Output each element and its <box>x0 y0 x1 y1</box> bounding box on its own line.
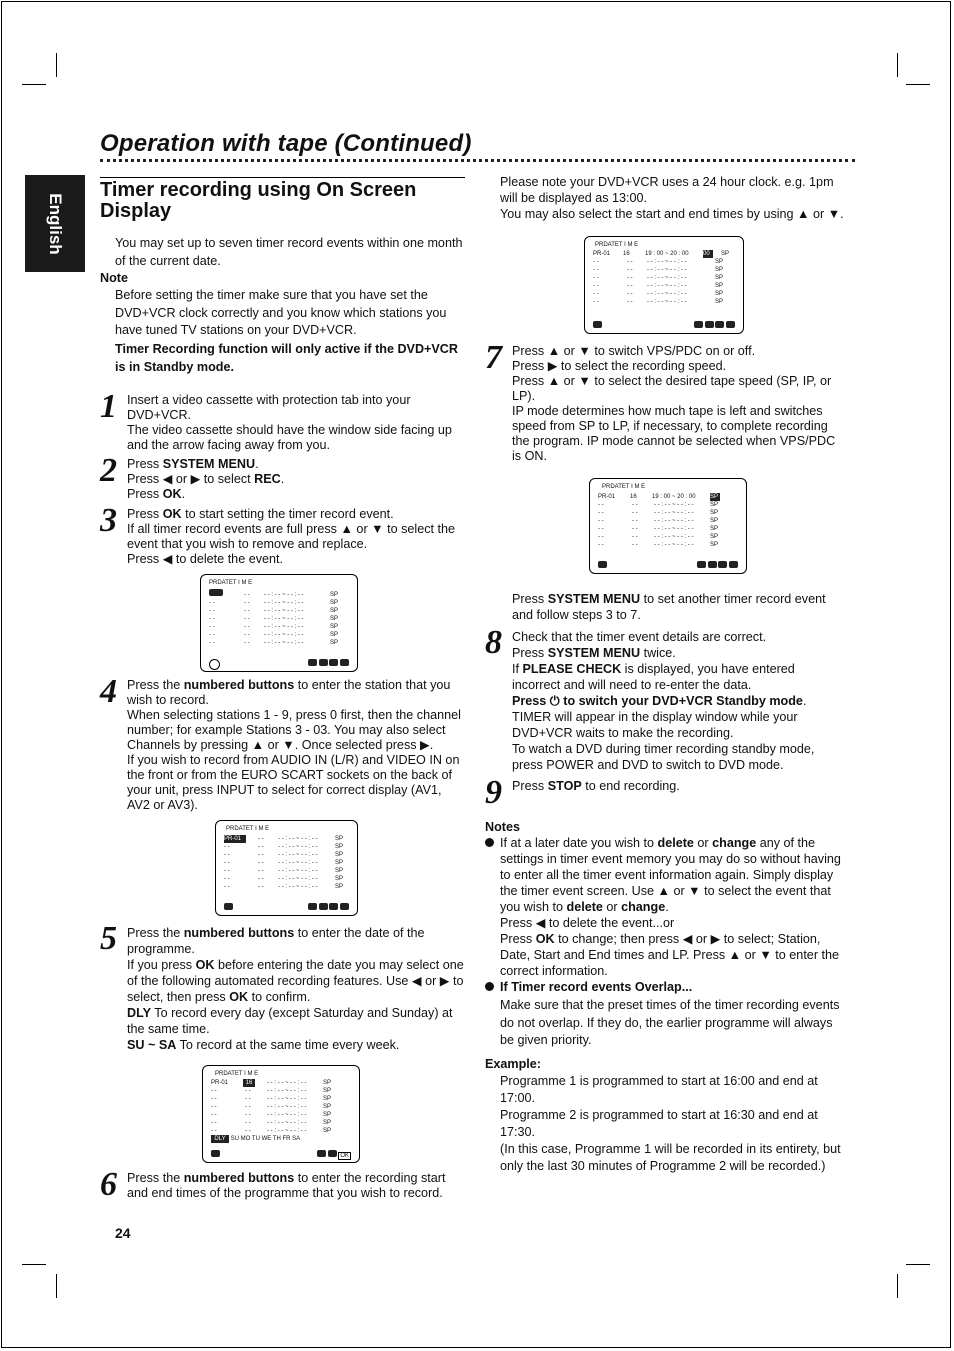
note-bold: Timer Recording function will only active if the DVD+VCR is in Standby mode. <box>115 341 459 374</box>
help-icon <box>593 321 602 328</box>
crop-mark <box>56 1274 57 1298</box>
example-p1: Programme 1 is programmed to start at 16:00 and end at 17:00. <box>500 1073 818 1105</box>
crop-mark <box>906 1264 930 1265</box>
step-2: 2 Press SYSTEM MENU. Press ◀ or ▶ to select REC. Press OK. <box>100 451 285 501</box>
language-tab: English <box>25 175 85 272</box>
clock-note: Please note your DVD+VCR uses a 24 hour clock. e.g. 1pm will be displayed as 13:00. <box>500 175 834 205</box>
note-label: Note <box>100 271 128 285</box>
step-7: 7 Press ▲ or ▼ to switch VPS/PDC on or off. Press ▶ to select the recording speed. Press ▲ or ▼ to select the desired tape speed (SP, IP, or LP). IP mode determines how much tape is left and switches speed from SP to LP, if necessary, to complete recording the program. IP mode cannot be selected when VPS/PDC is ON. <box>485 339 836 463</box>
help-icon <box>224 903 233 910</box>
left-column <box>100 177 465 1201</box>
step-6: 6 Press the numbered buttons to enter the recording start and end times of the programme that you wish to record. <box>100 1165 446 1203</box>
step-1: 1 Insert a video cassette with protection tab into your DVD+VCR. The video cassette should have the window side facing up and the arrow facing away from you. <box>100 387 452 452</box>
crop-mark <box>22 1264 46 1265</box>
note-bullet-1: If at a later date you wish to delete or change any of the settings in timer event memory you may do so without having to enter all the timer event information again. Simply display the timer event screen. Use ▲ or ▼ to select the event that you wish to delete or change. Press ◀ to delete the event...or Press OK to change; then press ◀ or ▶ to select; Station, Date, Start and End times and LP. Press ▲ or ▼ to enter the correct information. <box>485 835 845 979</box>
section-title: Timer recording using On Screen Display <box>100 177 465 222</box>
time-select-note: You may also select the start and end times by using ▲ or ▼. <box>500 207 844 221</box>
notes-label: Notes <box>485 820 520 834</box>
osd-screen-time: PRDATET I M E PR-01 16 19 : 00 ~ 20 : 00 00 SP - - - - - - : - - ~ - - : - - SP - - - - - - : - - ~ - - : - - SP - - - - - - : - - ~ - - : - - SP - - - - - - : - - ~ - - : - - SP - - - - - - : - - ~ - - : - - SP - - - - - - : - - ~ - - : - - SP <box>584 236 744 334</box>
help-icon <box>211 1150 220 1157</box>
step-5: 5 Press the numbered buttons to enter the date of the programme. If you press OK before entering the date you may select one of the following automated recording features. Use ◀ or ▶ to select, then press OK to confirm. DLY To record every day (except Saturday and Sunday) at the same time. SU ~ SA To record at the same time every week. <box>100 919 464 1052</box>
crop-mark <box>897 1274 898 1298</box>
note-text: Before setting the timer make sure that you have set the DVD+VCR clock correctly and you know which stations you have tuned TV stations on your DVD+VCR. <box>115 288 447 337</box>
step-7-after: Press SYSTEM MENU to set another timer record event and follow steps 3 to 7. <box>512 592 826 622</box>
help-icon <box>209 659 220 670</box>
step-8: 8 Check that the timer event details are correct. Press SYSTEM MENU twice. If PLEASE CHECK is displayed, you have entered incorrect and will need to re-enter the data. Press ⏻ to switch your DVD+VCR Standby mode. TIMER will appear in the display window while your DVD+VCR waits to make the recording. To watch a DVD during timer recording standby mode, press POWER and DVD to switch to DVD mode. <box>485 624 815 772</box>
right-column <box>485 174 845 1175</box>
page-title: Operation with tape (Continued) <box>100 130 472 157</box>
crop-mark <box>906 84 930 85</box>
overlap-text: Make sure that the preset times of the timer recording events do not overlap. If they do, the earlier programme will always be given priority. <box>500 998 840 1047</box>
step-3: 3 Press OK to start setting the timer record event. If all timer record events are full press ▲ or ▼ to select the event that you wish to remove and replace. Press ◀ to delete the event. <box>100 501 456 566</box>
title-divider <box>100 159 855 162</box>
crop-mark <box>22 84 46 85</box>
help-icon <box>598 561 607 568</box>
osd-screen-date: PRDATET I M E PR-01 16 - - : - - ~ - - : - - SP - - - - - - : - - ~ - - : - - SP - - - - - - : - - ~ - - : - - SP - - - - - - : - - ~ - - : - - SP - - - - - - : - - ~ - - : - - SP - - - - - - : - - ~ - - : - - SP - - - - - - : - - ~ - - : - - SP DLY SU MO TU WE TH FR SA OK <box>202 1065 360 1163</box>
page-number: 24 <box>115 1225 131 1241</box>
crop-mark <box>56 53 57 77</box>
osd-screen-speed: PRDATET I M E PR-01 16 19 : 00 ~ 20 : 00 SP - - - - - - : - - ~ - - : - - SP - - - - - - : - - ~ - - : - - SP - - - - - - : - - ~ - - : - - SP - - - - - - : - - ~ - - : - - SP - - - - - - : - - ~ - - : - - SP - - - - - - : - - ~ - - : - - SP <box>589 478 747 574</box>
example-label: Example: <box>485 1056 541 1071</box>
intro-text: You may set up to seven timer record events within one month of the current date. <box>115 236 463 268</box>
example-p2: Programme 2 is programmed to start at 16:30 and end at 17:30. <box>500 1107 818 1139</box>
step-4: 4 Press the numbered buttons to enter the station that you wish to record. When selecting stations 1 - 9, press 0 first, then the channel number; for example Stations 3 - 03. You may also select Channels by pressing ▲ or ▼. Once selected press ▶. If you wish to record from AUDIO IN (L/R) and VIDEO IN on the front or from the EURO SCART sockets on the back of your unit, press INPUT to select for correct display (AV1, AV2 or AV3). <box>100 672 461 812</box>
osd-screen-station: PRDATET I M E PR-01 - - - - : - - ~ - - : - - SP - - - - - - : - - ~ - - : - - SP - - - - - - : - - ~ - - : - - SP - - - - - - : - - ~ - - : - - SP - - - - - - : - - ~ - - : - - SP - - - - - - : - - ~ - - : - - SP - - - - - - : - - ~ - - : - - SP <box>215 820 358 916</box>
example-p3: (In this case, Programme 1 will be recorded in its entirety, but only the last 30 minutes of Programme 2 will be recorded.) <box>500 1141 841 1173</box>
step-9: 9 Press STOP to end recording. <box>485 774 680 811</box>
crop-mark <box>897 53 898 77</box>
osd-screen-empty: PRDATET I M E - - - - : - - ~ - - : - - SP - - - - - - : - - ~ - - : - - SP - - - - - - : - - ~ - - : - - SP - - - - - - : - - ~ - - : - - SP - - - - - - : - - ~ - - : - - SP - - - - - - : - - ~ - - : - - SP - - - - - - : - - ~ - - : - - SP <box>200 574 358 672</box>
note-bullet-2: If Timer record events Overlap... <box>485 979 845 995</box>
